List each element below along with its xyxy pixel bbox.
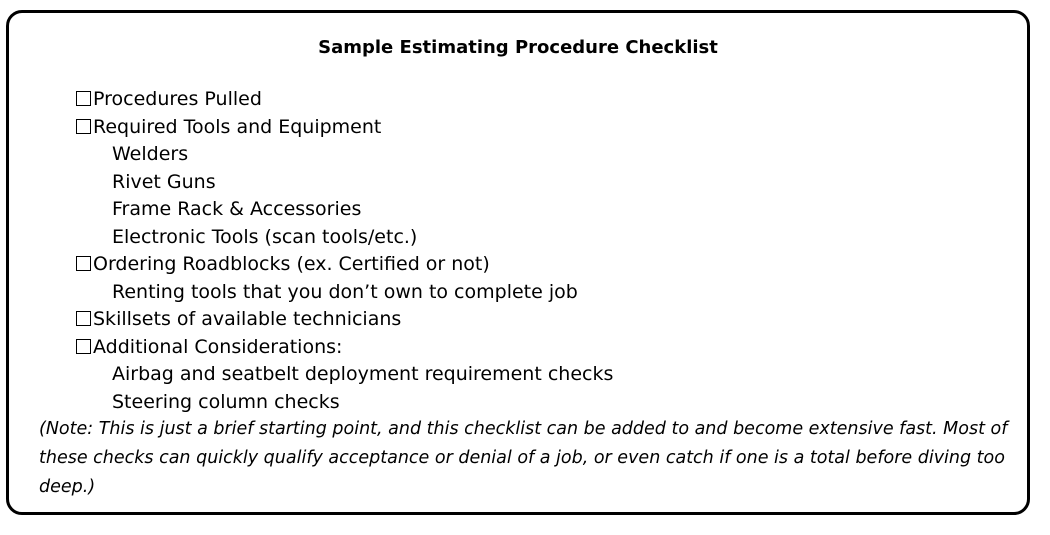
checklist-subitem-label: Rivet Guns [112,170,216,193]
checklist-subitem-label: Frame Rack & Accessories [112,198,362,220]
checklist-note: (Note: This is just a brief starting point, and this checklist can be added to and become extensive fast. Most of these checks can quickly qualify acceptance or denial of a job, or even catch if one is a total before diving too deep.) [39,419,1008,497]
checklist-subitem-label: Electronic Tools (scan tools/etc.) [112,225,418,248]
checklist-subitem-label: Airbag and seatbelt deployment requirement checks [112,363,614,385]
checklist-subitem-steering-column [76,389,1007,417]
checklist-item-skillsets [76,306,1007,334]
checklist-subitem-airbag-checks [76,361,1007,389]
checklist-item-ordering-roadblocks [76,251,1007,279]
checklist-item-label: Required Tools and Equipment [93,115,382,138]
checklist-item-additional-considerations [76,334,1007,362]
checklist-subitem-label: Steering column checks [112,390,340,413]
checklist-item-procedures-pulled [76,86,1007,114]
checkbox[interactable] [76,91,91,106]
checklist-item-label: Skillsets of available technicians [93,308,402,330]
checklist-frame [6,10,1030,515]
checkbox[interactable] [76,119,91,134]
checklist-subitem-frame-rack [76,196,1007,224]
checklist-subitem-label: Welders [112,143,189,165]
checkbox[interactable] [76,339,91,354]
checkbox[interactable] [76,311,91,326]
checklist-item-label: Procedures Pulled [93,88,262,110]
checklist-item-label: Additional Considerations: [93,335,343,358]
checklist-title: Sample Estimating Procedure Checklist [318,37,718,58]
checklist-subitem-welders [76,141,1007,169]
checklist-list [76,86,1007,416]
checklist-item-label: Ordering Roadblocks (ex. Certified or not) [93,253,490,275]
checklist-subitem-renting-tools [76,279,1007,307]
checklist-subitem-label: Renting tools that you don’t own to complete job [112,280,578,303]
checkbox[interactable] [76,256,91,271]
checklist-subitem-electronic-tools [76,224,1007,252]
checklist-item-required-tools [76,114,1007,142]
checklist-subitem-rivet-guns [76,169,1007,197]
